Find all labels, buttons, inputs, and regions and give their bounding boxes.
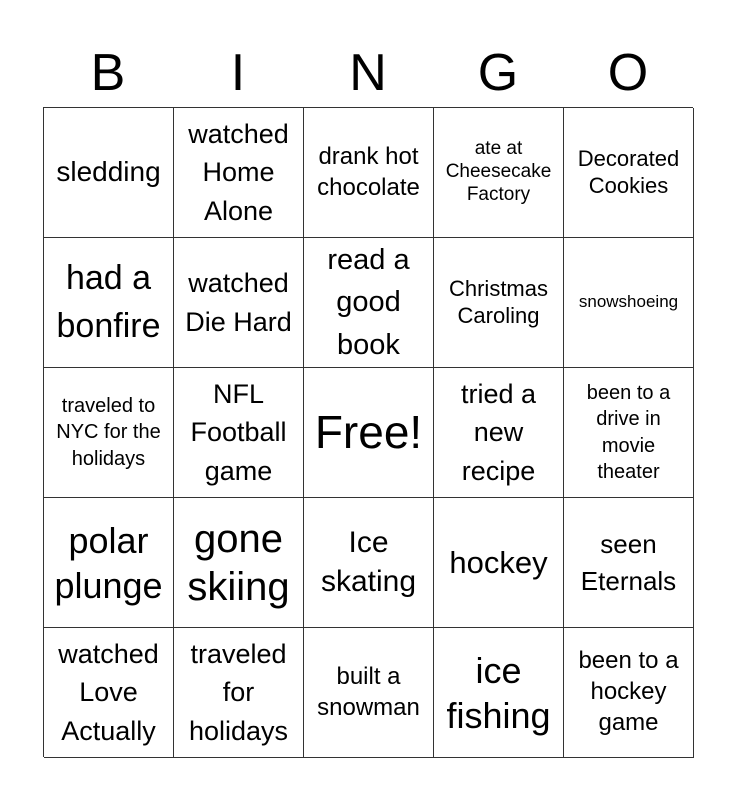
bingo-cell[interactable]: polar plunge <box>44 498 174 628</box>
bingo-cell[interactable]: had a bonfire <box>44 238 174 368</box>
bingo-cell[interactable]: sledding <box>44 108 174 238</box>
bingo-cell[interactable]: Decorated Cookies <box>564 108 694 238</box>
header-letter-n: N <box>349 44 387 102</box>
bingo-cell[interactable]: hockey <box>434 498 564 628</box>
bingo-cell[interactable]: watched Die Hard <box>174 238 304 368</box>
bingo-cell[interactable]: gone skiing <box>174 498 304 628</box>
bingo-cell[interactable]: been to a hockey game <box>564 628 694 758</box>
bingo-cell[interactable]: built a snowman <box>304 628 434 758</box>
header-letter-b: B <box>90 44 126 102</box>
free-space[interactable]: Free! <box>304 368 434 498</box>
bingo-cell[interactable]: seen Eternals <box>564 498 694 628</box>
bingo-cell[interactable]: read a good book <box>304 238 434 368</box>
bingo-cell[interactable]: NFL Football game <box>174 368 304 498</box>
bingo-board <box>43 107 693 757</box>
bingo-header <box>43 40 693 106</box>
bingo-cell[interactable]: watched Love Actually <box>44 628 174 758</box>
bingo-cell[interactable]: traveled to NYC for the holidays <box>44 368 174 498</box>
bingo-cell[interactable]: ate at Cheesecake Factory <box>434 108 564 238</box>
header-letter-g: G <box>477 44 519 102</box>
bingo-cell[interactable]: tried a new recipe <box>434 368 564 498</box>
bingo-cell[interactable]: ice fishing <box>434 628 564 758</box>
header-letter-o: O <box>607 44 649 102</box>
bingo-cell[interactable]: been to a drive in movie theater <box>564 368 694 498</box>
bingo-cell[interactable]: snowshoeing <box>564 238 694 368</box>
bingo-cell[interactable]: watched Home Alone <box>174 108 304 238</box>
bingo-cell[interactable]: Christmas Caroling <box>434 238 564 368</box>
bingo-cell[interactable]: Ice skating <box>304 498 434 628</box>
bingo-cell[interactable]: traveled for holidays <box>174 628 304 758</box>
header-letter-i: I <box>230 44 246 102</box>
bingo-cell[interactable]: drank hot chocolate <box>304 108 434 238</box>
